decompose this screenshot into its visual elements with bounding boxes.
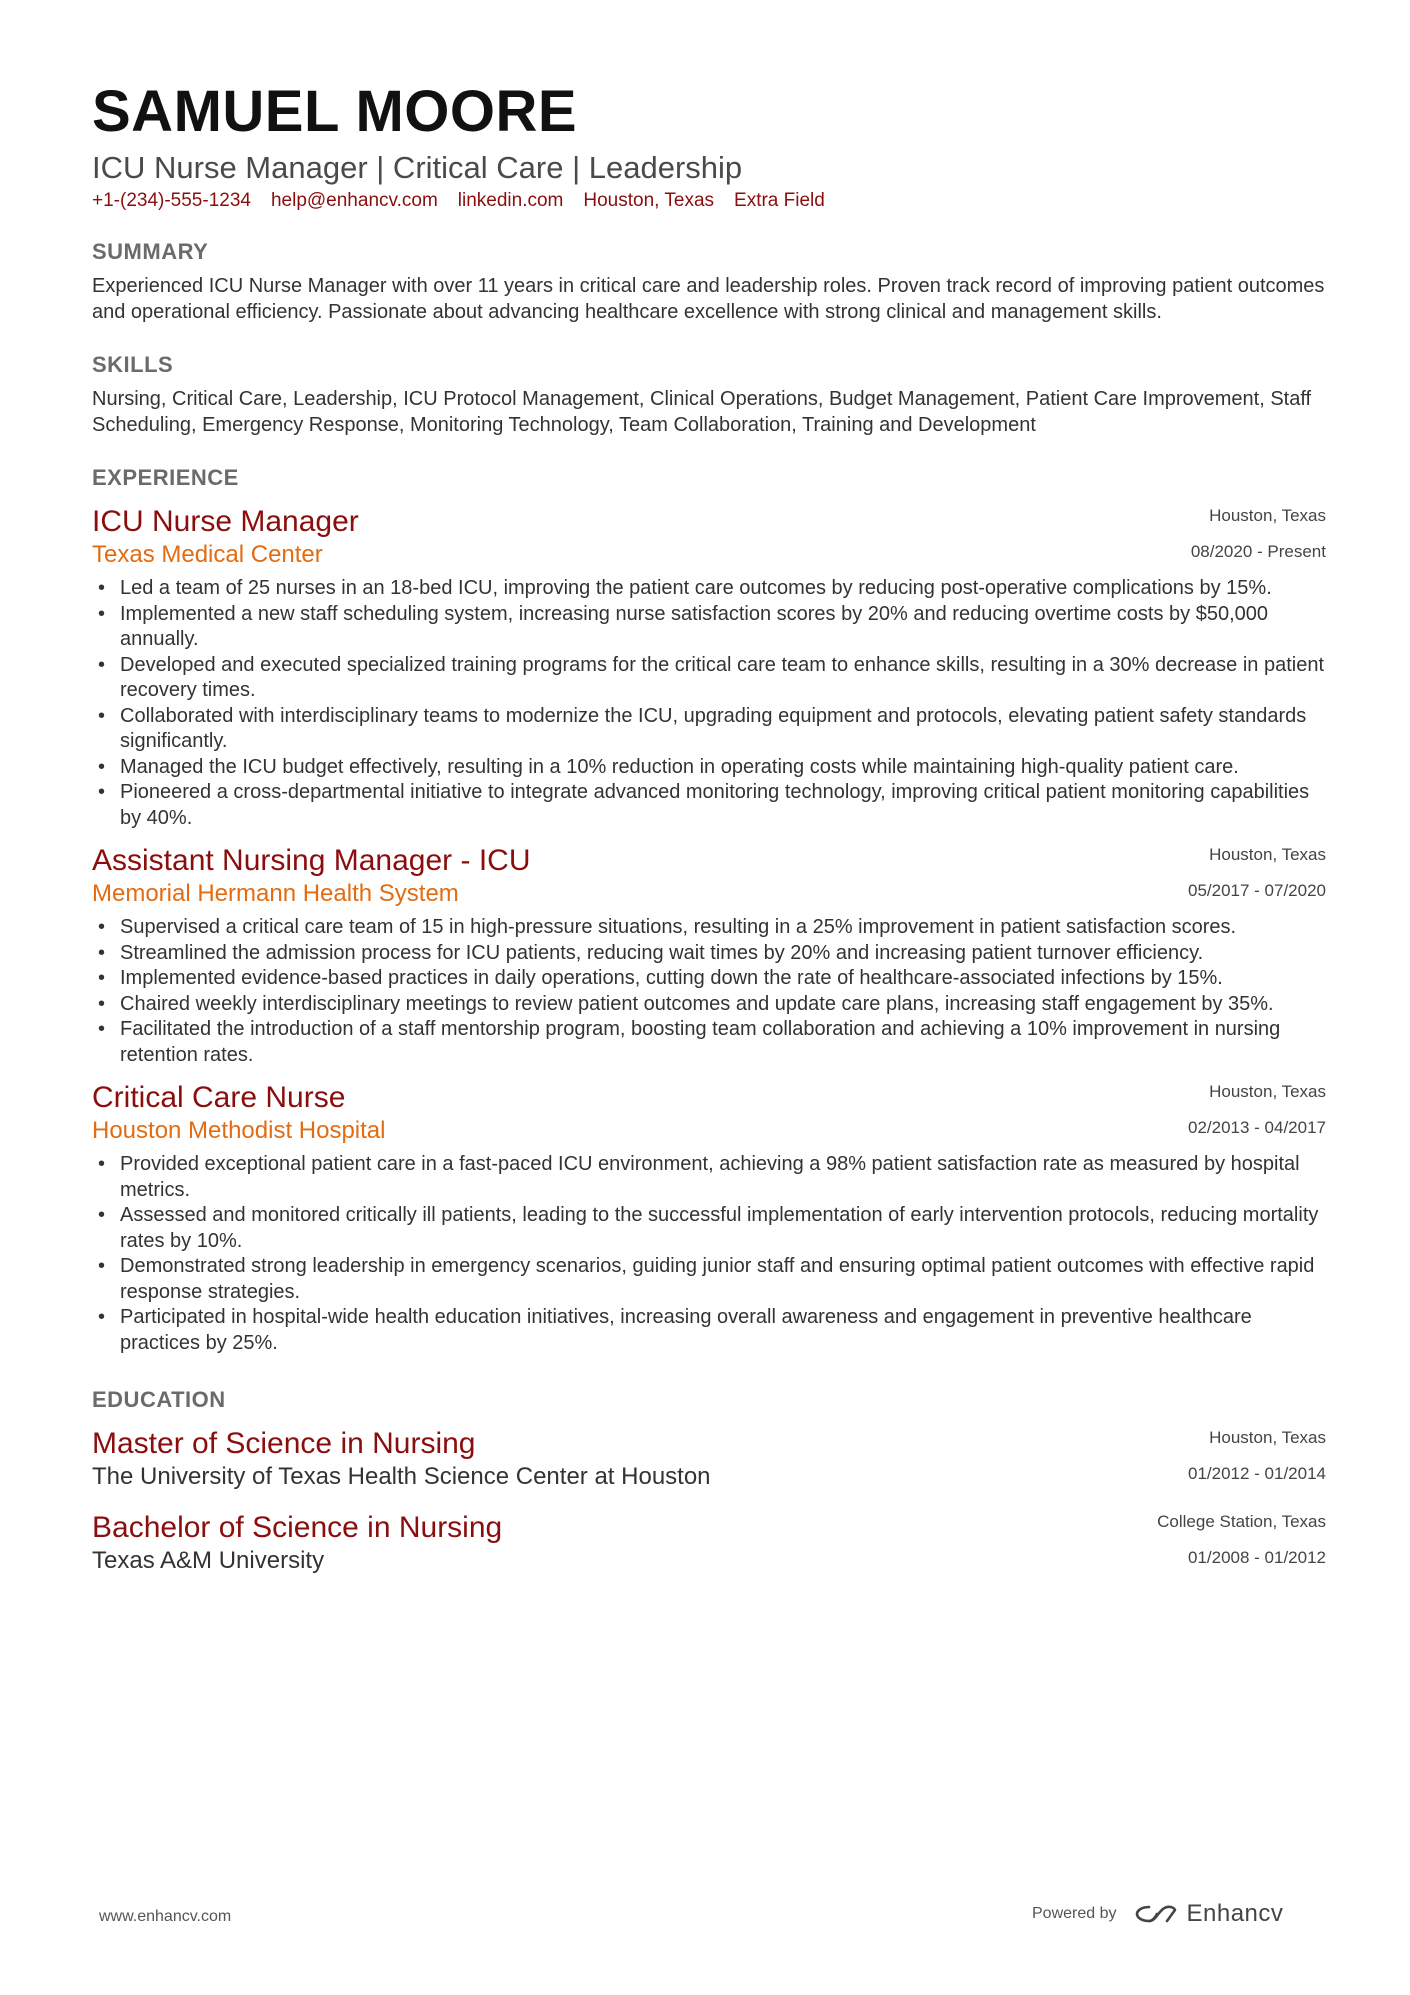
bullet-item bbox=[92, 602, 1326, 653]
education-entry-header bbox=[92, 1510, 1326, 1576]
job-bullets bbox=[92, 1152, 1326, 1356]
bullet-text: Developed and executed specialized training programs for the critical care team to enhance skills, resulting in a 30% decrease in patient recovery times. bbox=[120, 653, 1325, 701]
bullet-item bbox=[92, 1203, 1326, 1254]
job-dates: 05/2017 - 07/2020 bbox=[1187, 881, 1326, 900]
bullet-dot-icon: • bbox=[98, 1204, 106, 1226]
bullet-item bbox=[92, 780, 1326, 831]
contact-location: Houston, Texas bbox=[583, 190, 715, 211]
school-location: Houston, Texas bbox=[1209, 1428, 1326, 1447]
skills-section bbox=[92, 351, 1326, 438]
bullet-item bbox=[92, 992, 1326, 1018]
bullet-item bbox=[92, 1254, 1326, 1305]
bullet-dot-icon: • bbox=[98, 1306, 106, 1328]
experience-entry-header bbox=[92, 843, 1326, 909]
job-title: ICU Nurse Manager bbox=[92, 505, 359, 538]
bullet-item bbox=[92, 915, 1326, 941]
footer-url[interactable]: www.enhancv.com bbox=[99, 1908, 232, 1925]
job-dates: 02/2013 - 04/2017 bbox=[1187, 1118, 1326, 1137]
bullet-item bbox=[92, 941, 1326, 967]
section-title-education: EDUCATION bbox=[92, 1387, 226, 1412]
bullet-dot-icon: • bbox=[98, 653, 106, 676]
bullet-dot-icon: • bbox=[98, 1255, 106, 1277]
job-title: Assistant Nursing Manager - ICU bbox=[92, 844, 531, 877]
bullet-item bbox=[92, 653, 1326, 704]
experience-entry-header bbox=[92, 1080, 1326, 1146]
education-entry-header bbox=[92, 1426, 1326, 1492]
bullet-dot-icon: • bbox=[98, 602, 106, 625]
job-bullets bbox=[92, 576, 1326, 831]
contact-list bbox=[92, 190, 1326, 212]
job-location: Houston, Texas bbox=[1209, 1082, 1326, 1101]
experience-entry bbox=[92, 1080, 1326, 1356]
bullet-text: Assessed and monitored critically ill patients, leading to the successful implementation of early intervention protocols, reducing mortality rates by 10%. bbox=[120, 1204, 1319, 1252]
experience-section bbox=[92, 464, 1326, 1356]
bullet-item bbox=[92, 1305, 1326, 1356]
bullet-text: Supervised a critical care team of 15 in high-pressure situations, resulting in a 25% improvement in patient satisfaction scores. bbox=[120, 916, 1237, 938]
summary-section bbox=[92, 238, 1326, 325]
education-section bbox=[92, 1386, 1326, 1576]
candidate-headline: ICU Nurse Manager | Critical Care | Leadership bbox=[92, 150, 743, 185]
bullet-text: Provided exceptional patient care in a fast-paced ICU environment, achieving a 98% patient satisfaction rate as measured by hospital metrics. bbox=[120, 1153, 1300, 1201]
education-dates: 01/2012 - 01/2014 bbox=[1187, 1464, 1326, 1483]
contact-email[interactable]: help@enhancv.com bbox=[270, 190, 438, 211]
bullet-dot-icon: • bbox=[98, 967, 106, 989]
brand-logo[interactable] bbox=[1133, 1900, 1284, 1928]
experience-entry-header bbox=[92, 504, 1326, 570]
skills-text: Nursing, Critical Care, Leadership, ICU Protocol Management, Clinical Operations, Budget Management, Patient Care Improvement, Staff Scheduling, Emergency Response, Monitoring Technology, Team Collaboration, Training and Development bbox=[92, 388, 1312, 436]
bullet-text: Demonstrated strong leadership in emergency scenarios, guiding junior staff and ensuring optimal patient outcomes with effective rapid response strategies. bbox=[120, 1255, 1315, 1303]
brand-name: Enhancv bbox=[1186, 1900, 1284, 1927]
bullet-item bbox=[92, 1152, 1326, 1203]
bullet-text: Implemented a new staff scheduling system, increasing nurse satisfaction scores by 20% and reducing overtime costs by $50,000 annually. bbox=[120, 602, 1269, 650]
bullet-item bbox=[92, 704, 1326, 755]
employer-name: Memorial Hermann Health System bbox=[92, 880, 459, 907]
bullet-text: Implemented evidence-based practices in daily operations, cutting down the rate of healthcare-associated infections by 15%. bbox=[120, 967, 1223, 989]
bullet-dot-icon: • bbox=[98, 704, 106, 727]
employer-name: Houston Methodist Hospital bbox=[92, 1117, 386, 1144]
bullet-text: Managed the ICU budget effectively, resulting in a 10% reduction in operating costs while maintaining high-quality patient care. bbox=[120, 755, 1239, 778]
education-entry bbox=[92, 1426, 1326, 1492]
job-location: Houston, Texas bbox=[1209, 506, 1326, 525]
bullet-text: Collaborated with interdisciplinary teams to modernize the ICU, upgrading equipment and protocols, elevating patient safety standards significantly. bbox=[120, 704, 1307, 752]
section-title-summary: SUMMARY bbox=[92, 239, 209, 264]
degree-title: Master of Science in Nursing bbox=[92, 1427, 476, 1460]
bullet-dot-icon: • bbox=[98, 941, 106, 964]
contact-linkedin[interactable]: linkedin.com bbox=[457, 190, 564, 211]
education-entry bbox=[92, 1510, 1326, 1576]
enhancv-logo-icon bbox=[1133, 1902, 1179, 1926]
summary-text: Experienced ICU Nurse Manager with over 11 years in critical care and leadership roles. Proven track record of improving patient outcomes and operational efficiency. Passionate about advancing healthcare excellence with strong clinical and management skills. bbox=[92, 275, 1325, 323]
job-title: Critical Care Nurse bbox=[92, 1081, 346, 1114]
experience-entry bbox=[92, 504, 1326, 831]
bullet-item bbox=[92, 576, 1326, 602]
candidate-name: SAMUEL MOORE bbox=[92, 79, 578, 144]
contact-phone[interactable]: +1-(234)-555-1234 bbox=[92, 190, 251, 211]
bullet-dot-icon: • bbox=[98, 1153, 106, 1175]
bullet-dot-icon: • bbox=[98, 577, 106, 599]
bullet-text: Participated in hospital-wide health education initiatives, increasing overall awareness and engagement in preventive healthcare practices by 25%. bbox=[120, 1306, 1252, 1354]
contact-extra: Extra Field bbox=[734, 190, 825, 211]
education-dates: 01/2008 - 01/2012 bbox=[1187, 1548, 1326, 1567]
section-title-experience: EXPERIENCE bbox=[92, 465, 239, 490]
bullet-dot-icon: • bbox=[98, 992, 106, 1015]
bullet-item bbox=[92, 755, 1326, 781]
bullet-item bbox=[92, 966, 1326, 992]
bullet-text: Facilitated the introduction of a staff mentorship program, boosting team collaboration and achieving a 10% improvement in nursing retention rates. bbox=[120, 1018, 1281, 1066]
job-bullets bbox=[92, 915, 1326, 1068]
school-name: Texas A&M University bbox=[92, 1547, 325, 1574]
resume-header bbox=[92, 76, 1326, 212]
section-title-skills: SKILLS bbox=[92, 352, 174, 377]
experience-entry bbox=[92, 843, 1326, 1068]
bullet-text: Streamlined the admission process for ICU patients, reducing wait times by 20% and increasing patient turnover efficiency. bbox=[120, 941, 1204, 964]
bullet-text: Pioneered a cross-departmental initiative to integrate advanced monitoring technology, improving critical patient monitoring capabilities by 40%. bbox=[120, 781, 1310, 829]
bullet-text: Led a team of 25 nurses in an 18-bed ICU, improving the patient care outcomes by reducing post-operative complications by 15%. bbox=[120, 577, 1272, 599]
bullet-item bbox=[92, 1017, 1326, 1068]
employer-name: Texas Medical Center bbox=[92, 541, 323, 568]
job-dates: 08/2020 - Present bbox=[1190, 542, 1326, 561]
powered-by-label: Powered by bbox=[1032, 1905, 1117, 1922]
resume-content bbox=[92, 76, 1326, 1576]
bullet-dot-icon: • bbox=[98, 755, 106, 778]
school-name: The University of Texas Health Science Center at Houston bbox=[92, 1463, 711, 1490]
bullet-dot-icon: • bbox=[98, 916, 106, 938]
degree-title: Bachelor of Science in Nursing bbox=[92, 1511, 503, 1544]
bullet-dot-icon: • bbox=[98, 1018, 106, 1040]
bullet-text: Chaired weekly interdisciplinary meetings to review patient outcomes and update care plans, increasing staff engagement by 35%. bbox=[120, 992, 1274, 1015]
bullet-dot-icon: • bbox=[98, 781, 106, 803]
footer-brand bbox=[1032, 1900, 1283, 1928]
job-location: Houston, Texas bbox=[1209, 845, 1326, 864]
school-location: College Station, Texas bbox=[1157, 1512, 1326, 1531]
